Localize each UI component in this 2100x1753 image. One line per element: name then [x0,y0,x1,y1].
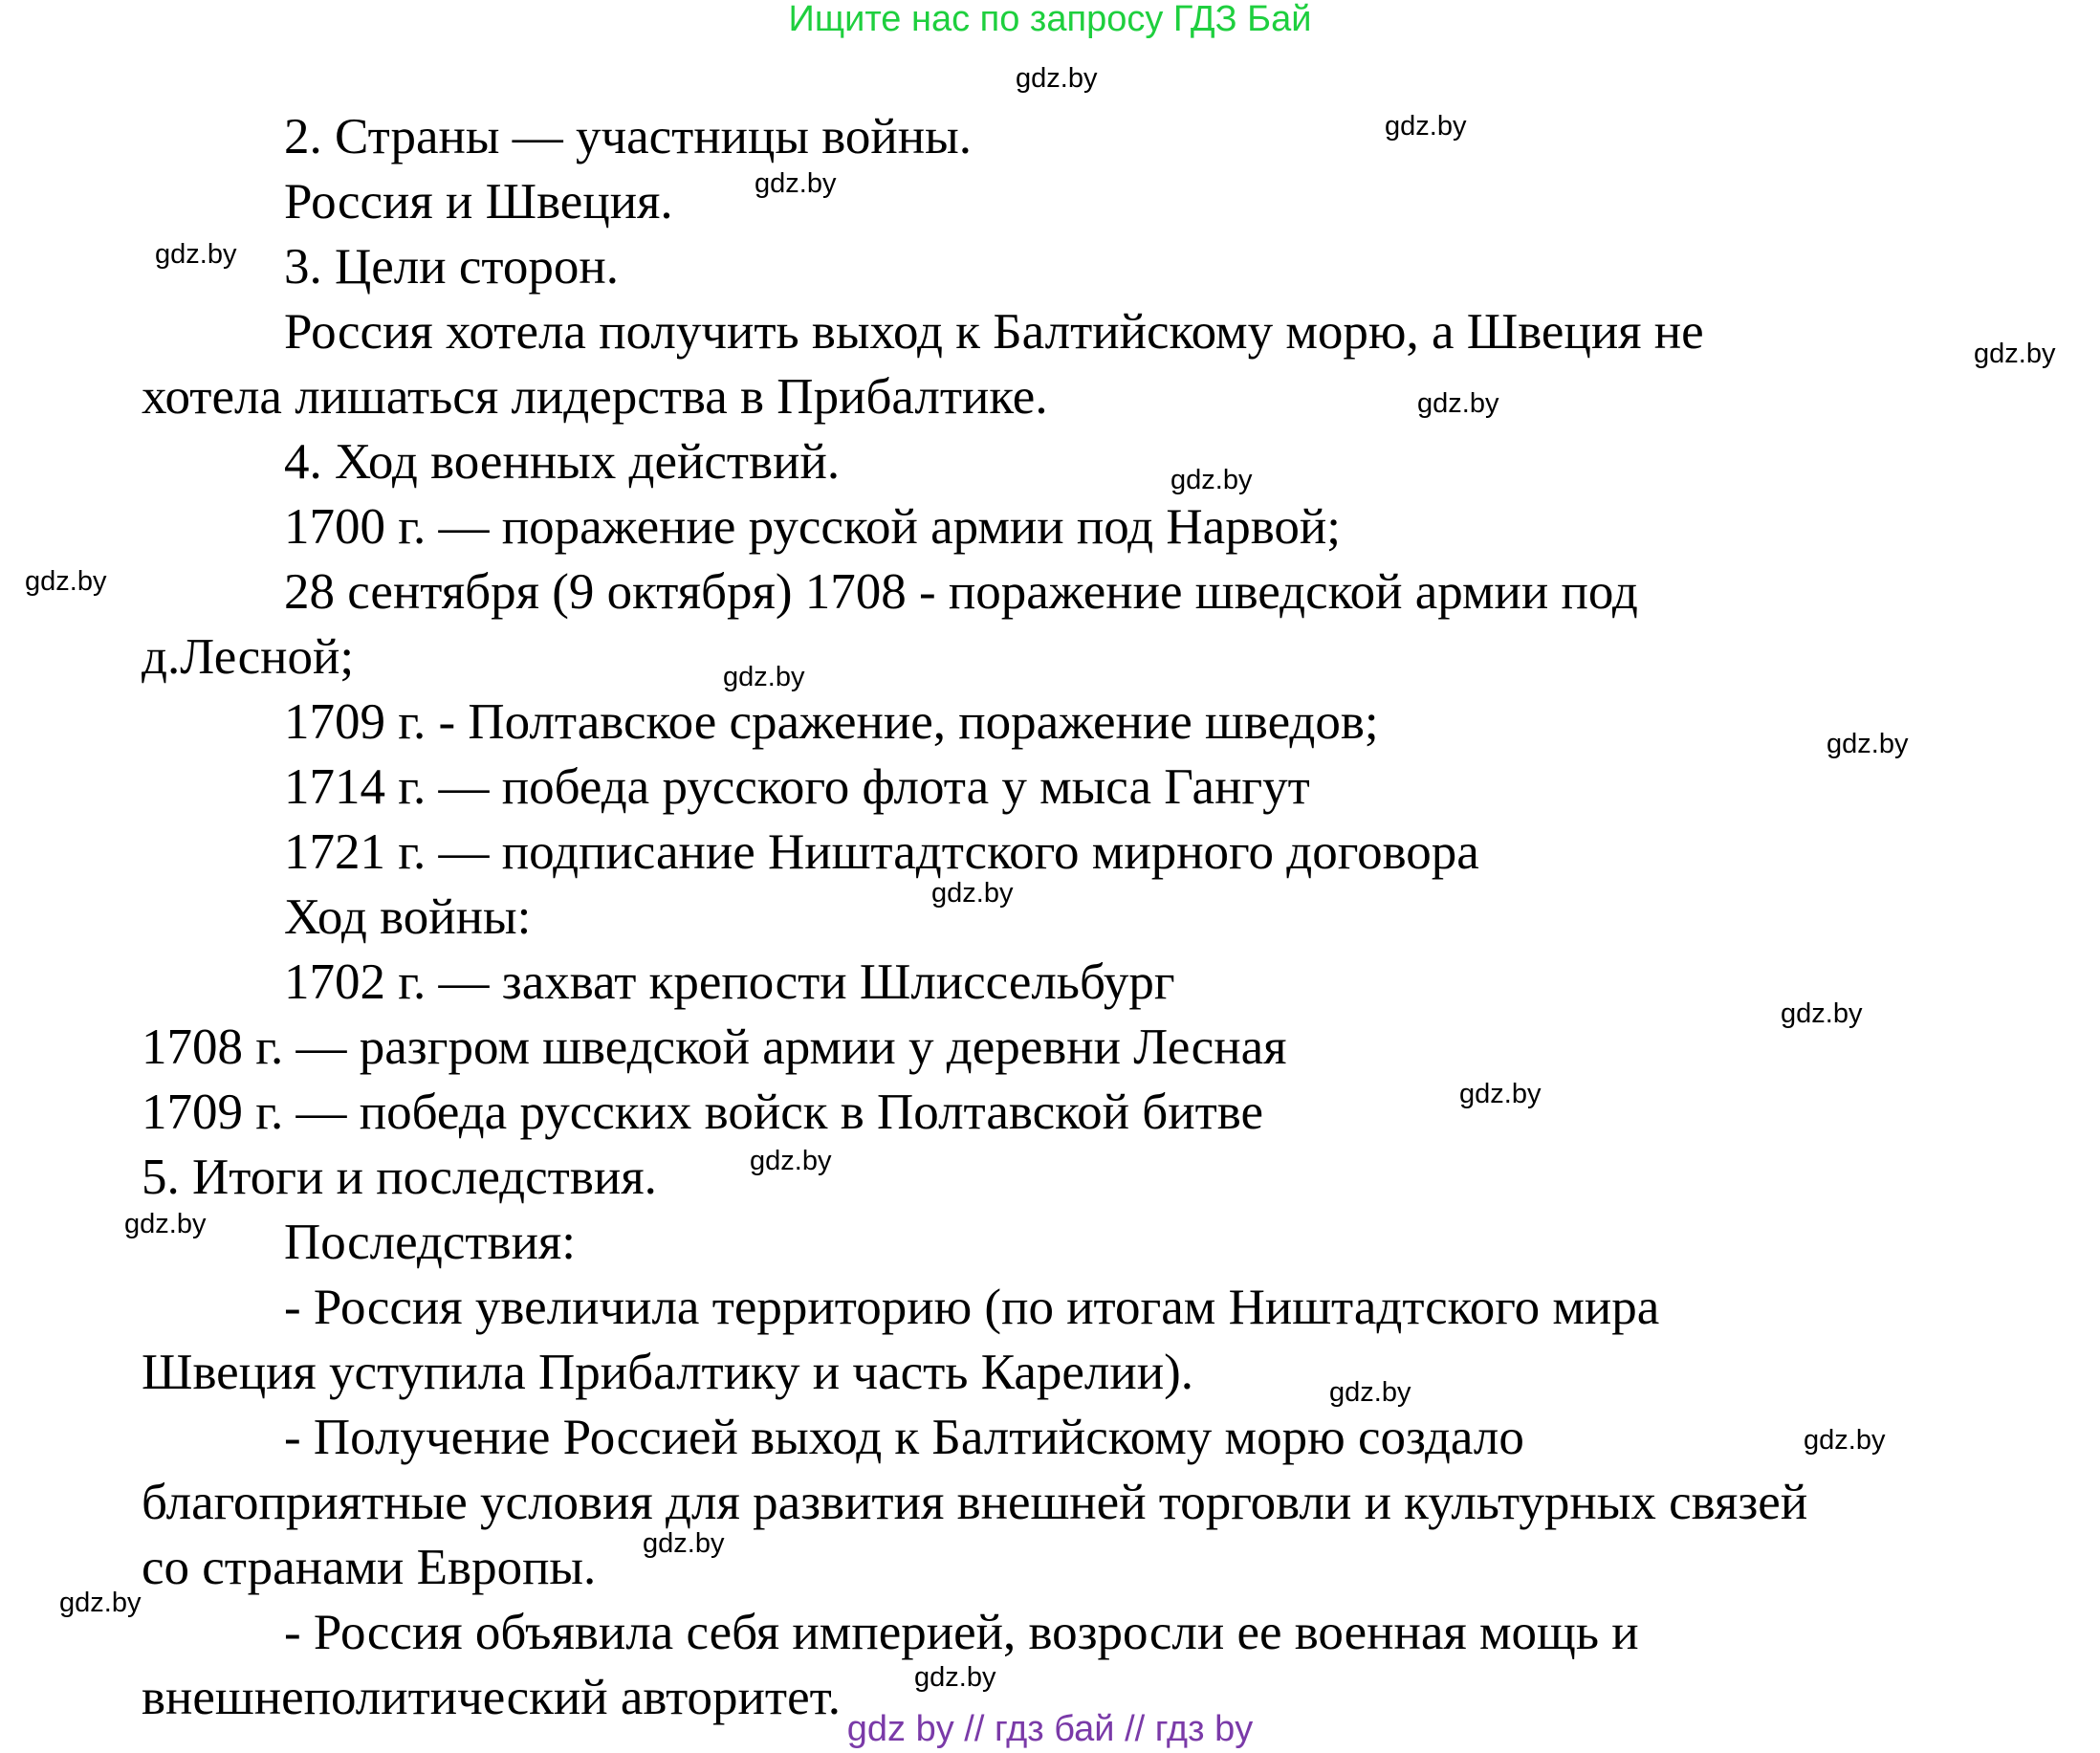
text-line-goals-heading: 3. Цели сторон. [284,239,619,295]
footer-links: gdz by // гдз бай // гдз by [846,1709,1254,1749]
watermark: gdz.by [931,878,1014,909]
text-line-course-heading: 4. Ход военных действий. [284,434,841,490]
watermark: gdz.by [750,1146,832,1176]
watermark: gdz.by [1781,998,1863,1029]
watermark: gdz.by [1827,729,1909,759]
watermark: gdz.by [1385,111,1467,142]
text-line-consequence-1a: - Россия увеличила территорию (по итогам Ништадтского мира [284,1280,1660,1335]
text-line-goals-1: Россия хотела получить выход к Балтийскому морю, а Швеция не [284,304,1704,360]
text-line-war-1709: 1709 г. — победа русских войск в Полтавской битве [142,1085,1263,1140]
text-line-results-heading: 5. Итоги и последствия. [142,1150,657,1205]
text-line-consequence-3a: - Россия объявила себя империей, возросли ее военная мощь и [284,1605,1639,1660]
watermark: gdz.by [1804,1425,1886,1456]
text-line-consequence-3b: внешнеполитический авторитет. [142,1670,842,1725]
text-line-war-course-heading: Ход войны: [284,889,532,945]
search-banner: Ищите нас по запросу ГДЗ Бай [788,0,1312,39]
text-line-event-1708-a: 28 сентября (9 октября) 1708 - поражение шведской армии под [284,564,1638,620]
text-line-event-1709: 1709 г. - Полтавское сражение, поражение шведов; [284,694,1379,750]
text-line-consequence-2a: - Получение Россией выход к Балтийскому морю создало [284,1410,1524,1465]
watermark: gdz.by [755,168,837,199]
watermark: gdz.by [1016,63,1098,94]
text-line-countries-heading: 2. Страны — участницы войны. [284,109,973,164]
watermark: gdz.by [1974,339,2056,369]
text-line-war-1708: 1708 г. — разгром шведской армии у деревни Лесная [142,1019,1287,1075]
text-line-consequence-1b: Швеция уступила Прибалтику и часть Карелии). [142,1345,1193,1400]
watermark: gdz.by [25,566,107,597]
watermark: gdz.by [124,1209,207,1239]
text-line-event-1714: 1714 г. — победа русского флота у мыса Гангут [284,759,1310,815]
text-line-war-1702: 1702 г. — захват крепости Шлиссельбург [284,954,1175,1010]
watermark: gdz.by [155,239,237,270]
watermark: gdz.by [1417,388,1499,419]
text-line-goals-2: хотела лишаться лидерства в Прибалтике. [142,369,1048,425]
text-line-consequence-2b: благоприятные условия для развития внешней торговли и культурных связей [142,1475,1808,1530]
text-line-consequence-2c: со странами Европы. [142,1540,597,1595]
watermark: gdz.by [643,1528,725,1559]
watermark: gdz.by [723,662,805,692]
watermark: gdz.by [59,1588,142,1618]
text-line-event-1700: 1700 г. — поражение русской армии под Нарвой; [284,499,1341,555]
text-line-event-1708-b: д.Лесной; [142,629,355,685]
text-line-consequences-heading: Последствия: [284,1215,577,1270]
text-line-countries: Россия и Швеция. [284,174,673,230]
watermark: gdz.by [1329,1377,1411,1408]
watermark: gdz.by [1170,465,1253,495]
watermark: gdz.by [1459,1079,1542,1109]
watermark: gdz.by [914,1662,996,1693]
text-line-event-1721: 1721 г. — подписание Ништадтского мирного договора [284,824,1479,880]
